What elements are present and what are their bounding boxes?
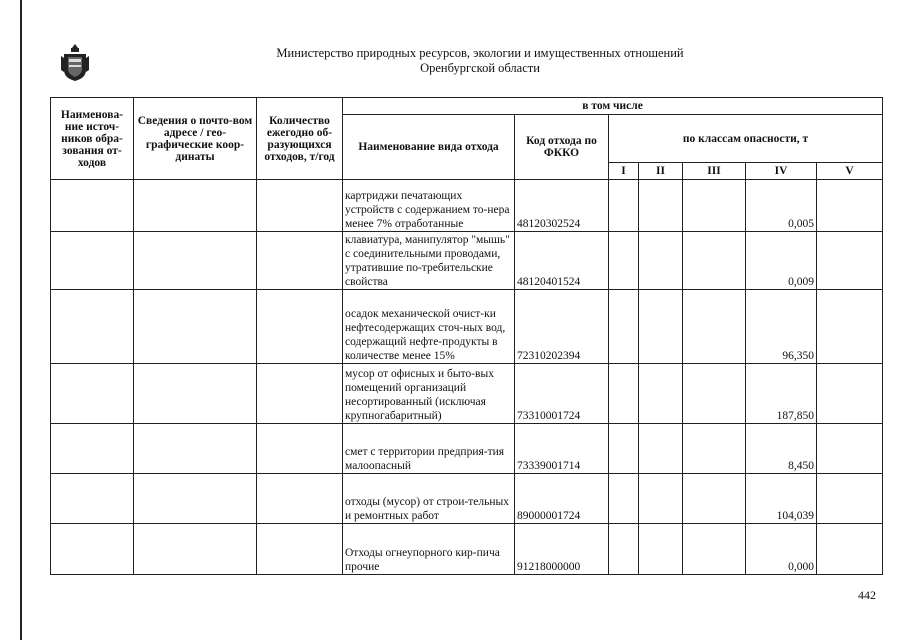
address-cell — [134, 424, 257, 474]
table-row — [51, 424, 883, 474]
waste-code: 89000001724 — [515, 474, 609, 524]
waste-table — [50, 97, 883, 575]
class-iv-value: 187,850 — [746, 364, 817, 424]
address-cell — [134, 474, 257, 524]
class-iii-cell — [683, 232, 746, 290]
waste-code: 48120302524 — [515, 180, 609, 232]
quantity-cell — [257, 524, 343, 575]
source-cell — [51, 524, 134, 575]
class-ii-cell — [639, 290, 683, 364]
waste-code: 48120401524 — [515, 232, 609, 290]
class-ii-cell — [639, 180, 683, 232]
source-cell — [51, 180, 134, 232]
quantity-cell — [257, 364, 343, 424]
table-row — [51, 474, 883, 524]
table-row — [51, 364, 883, 424]
table-row — [51, 180, 883, 232]
document-header — [250, 46, 710, 76]
waste-name: Отходы огнеупорного кир-пича прочие — [343, 524, 515, 575]
waste-code: 72310202394 — [515, 290, 609, 364]
binding-line — [20, 0, 22, 640]
quantity-cell — [257, 180, 343, 232]
table-row — [51, 524, 883, 575]
address-cell — [134, 524, 257, 575]
class-ii-cell — [639, 474, 683, 524]
class-i-cell — [609, 290, 639, 364]
class-iii-cell — [683, 424, 746, 474]
header-region: Оренбургской области — [420, 61, 540, 75]
class-v-cell — [817, 474, 883, 524]
header-ministry: Министерство природных ресурсов, экологии и имущественных отношений — [276, 46, 684, 60]
waste-name: отходы (мусор) от строи-тельных и ремонтных работ — [343, 474, 515, 524]
header-hazard-classes: по классам опасности, т — [609, 115, 883, 163]
header-class-ii: II — [639, 163, 683, 180]
header-class-iv: IV — [746, 163, 817, 180]
class-i-cell — [609, 474, 639, 524]
waste-code: 73310001724 — [515, 364, 609, 424]
class-v-cell — [817, 290, 883, 364]
header-including: в том числе — [343, 98, 883, 115]
class-iv-value: 0,009 — [746, 232, 817, 290]
address-cell — [134, 290, 257, 364]
class-i-cell — [609, 232, 639, 290]
class-i-cell — [609, 424, 639, 474]
class-iv-value: 0,005 — [746, 180, 817, 232]
quantity-cell — [257, 232, 343, 290]
class-iv-value: 104,039 — [746, 474, 817, 524]
class-v-cell — [817, 232, 883, 290]
header-fkko-code: Код отхода по ФККО — [515, 115, 609, 180]
class-iii-cell — [683, 364, 746, 424]
quantity-cell — [257, 424, 343, 474]
waste-code: 91218000000 — [515, 524, 609, 575]
source-cell — [51, 474, 134, 524]
class-ii-cell — [639, 524, 683, 575]
class-v-cell — [817, 524, 883, 575]
class-iii-cell — [683, 524, 746, 575]
quantity-cell — [257, 290, 343, 364]
header-class-i: I — [609, 163, 639, 180]
table-row — [51, 290, 883, 364]
class-ii-cell — [639, 424, 683, 474]
header-waste-name: Наименование вида отхода — [343, 115, 515, 180]
header-quantity: Количество ежегодно об-разующихся отходов, т/год — [257, 98, 343, 180]
address-cell — [134, 364, 257, 424]
class-iv-value: 8,450 — [746, 424, 817, 474]
address-cell — [134, 232, 257, 290]
class-iii-cell — [683, 290, 746, 364]
waste-name: осадок механической очист-ки нефтесодержащих сточ-ных вод, содержащий нефте-продукты в количестве менее 15% — [343, 290, 515, 364]
waste-name: картриджи печатающих устройств с содержанием то-нера менее 7% отработанные — [343, 180, 515, 232]
header-address: Сведения о почто-вом адресе / гео-графические коор-динаты — [134, 98, 257, 180]
waste-name: мусор от офисных и быто-вых помещений организаций несортированный (исключая крупногабаритный) — [343, 364, 515, 424]
class-i-cell — [609, 364, 639, 424]
source-cell — [51, 364, 134, 424]
class-i-cell — [609, 524, 639, 575]
class-iii-cell — [683, 180, 746, 232]
class-iv-value: 96,350 — [746, 290, 817, 364]
header-class-v: V — [817, 163, 883, 180]
waste-name: клавиатура, манипулятор "мышь" с соединительными проводами, утратившие по-требительские свойства — [343, 232, 515, 290]
class-ii-cell — [639, 232, 683, 290]
class-iv-value: 0,000 — [746, 524, 817, 575]
source-cell — [51, 424, 134, 474]
header-source: Наименова-ние источ-ников обра-зования от-ходов — [51, 98, 134, 180]
class-v-cell — [817, 424, 883, 474]
table-row — [51, 232, 883, 290]
class-ii-cell — [639, 364, 683, 424]
quantity-cell — [257, 474, 343, 524]
class-iii-cell — [683, 474, 746, 524]
class-v-cell — [817, 180, 883, 232]
header-class-iii: III — [683, 163, 746, 180]
source-cell — [51, 232, 134, 290]
page-number: 442 — [858, 588, 876, 602]
class-i-cell — [609, 180, 639, 232]
waste-code: 73339001714 — [515, 424, 609, 474]
class-v-cell — [817, 364, 883, 424]
source-cell — [51, 290, 134, 364]
address-cell — [134, 180, 257, 232]
waste-name: смет с территории предприя-тия малоопасный — [343, 424, 515, 474]
coat-of-arms-icon — [60, 42, 90, 82]
